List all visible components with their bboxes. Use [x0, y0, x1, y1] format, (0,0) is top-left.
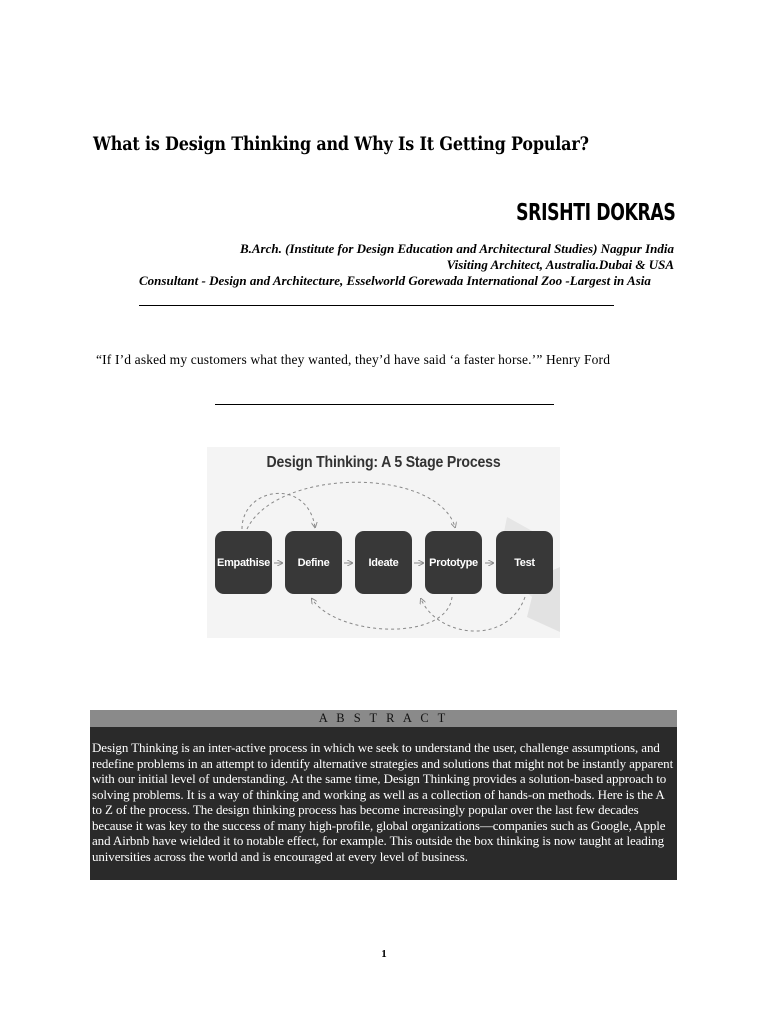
stage-empathise: Empathise — [215, 531, 272, 594]
affiliation-line-3: Consultant - Design and Architecture, Esselworld Gorewada International Zoo -Largest in Asia — [139, 273, 651, 288]
affiliation-line-1: B.Arch. (Institute for Design Education and Architectural Studies) Nagpur India — [239, 241, 674, 256]
diagram-title: Design Thinking: A 5 Stage Process — [266, 454, 501, 471]
separator-rule — [139, 305, 614, 306]
design-thinking-diagram — [207, 447, 560, 638]
abstract-heading: A B S T R A C T — [90, 710, 677, 727]
abstract-box — [90, 710, 677, 880]
stage-define: Define — [285, 531, 342, 594]
affiliation-line-2: Visiting Architect, Australia.Dubai & USA — [446, 257, 674, 272]
document-title: What is Design Thinking and Why Is It Getting Popular? — [93, 133, 589, 155]
stage-prototype: Prototype — [425, 531, 482, 594]
stage-ideate: Ideate — [355, 531, 412, 594]
page-number: 1 — [381, 948, 387, 960]
separator-rule — [215, 404, 554, 405]
stage-test: Test — [496, 531, 553, 594]
abstract-body: Design Thinking is an inter-active process in which we seek to understand the user, challenge assumptions, and redefine problems in an attempt to identify alternative strategies and solutions that might not be instantly apparent with our initial level of understanding. At the same time, Design Thinking provides a solution-based approach to solving problems. It is a way of thinking and working as well as a collection of hands-on methods. Here is the A to Z of the process. The design thinking process has become increasingly popular over the last few decades because it was key to the success of many high-profile, global organizations—companies such as Google, Apple and Airbnb have wielded it to notable effect, for example. This outside the box thinking is now taught at leading universities across the world and is encouraged at every level of business. — [92, 740, 674, 864]
author-name: SRISHTI DOKRAS — [515, 200, 675, 226]
epigraph-quote: “If I’d asked my customers what they wanted, they’d have said ‘a faster horse.’” Henry Ford — [96, 352, 611, 367]
